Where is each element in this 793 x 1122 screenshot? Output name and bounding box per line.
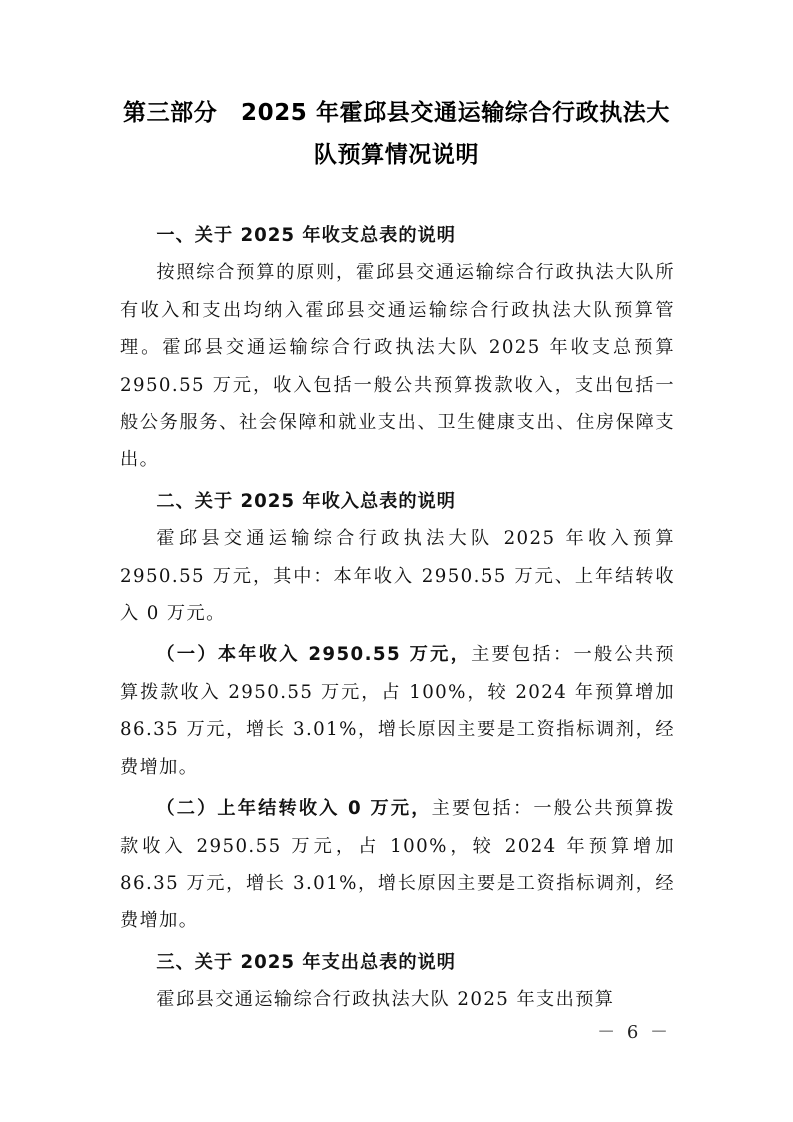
section-2-sub-1-text: 主要包括：一般公共预算拨款收入 2950.55 万元，占 100%，较 2024 年预算增加 86.35 万元，增长 3.01%，增长原因主要是工资指标调剂，经费增加。 [120, 644, 675, 778]
section-1-paragraph: 按照综合预算的原则，霍邱县交通运输综合行政执法大队所有收入和支出均纳入霍邱县交通运输综合行政执法大队预算管理。霍邱县交通运输综合行政执法大队 2025 年收支总预算 2950.55 万元，收入包括一般公共预算拨款收入，支出包括一般公务服务、社会保障和就业支出、卫生健康支出、住房保障支出。 [120, 262, 675, 471]
section-2-sub-1-lead: （一）本年收入 2950.55 万元， [156, 644, 472, 666]
section-3-heading: 三、关于 2025 年支出总表的说明 [156, 951, 456, 973]
section-3-paragraph: 霍邱县交通运输综合行政执法大队 2025 年支出预算 [156, 989, 615, 1011]
section-2-sub-1 [120, 636, 675, 786]
page-title-line-1: 第三部分 2025 年霍邱县交通运输综合行政执法大 [122, 100, 671, 126]
page-title [110, 92, 683, 176]
section-2-sub-2-text: 主要包括：一般公共预算拨款收入 2950.55 万元，占 100%，较 2024 年预算增加 86.35 万元，增长 3.01%，增长原因主要是工资指标调剂，经费增加。 [120, 798, 675, 932]
page-number: － 6 － [597, 1022, 671, 1043]
section-1-heading: 一、关于 2025 年收支总表的说明 [156, 225, 456, 246]
page-title-line-2: 队预算情况说明 [313, 142, 480, 168]
section-2-sub-2 [120, 790, 675, 940]
section-2-sub-2-lead: （二）上年结转收入 0 万元， [156, 798, 432, 820]
document-body [120, 213, 675, 1019]
section-2-paragraph: 霍邱县交通运输综合行政执法大队 2025 年收入预算 2950.55 万元，其中：本年收入 2950.55 万元、上年结转收入 0 万元。 [120, 528, 675, 625]
section-2-heading: 二、关于 2025 年收入总表的说明 [156, 490, 456, 512]
